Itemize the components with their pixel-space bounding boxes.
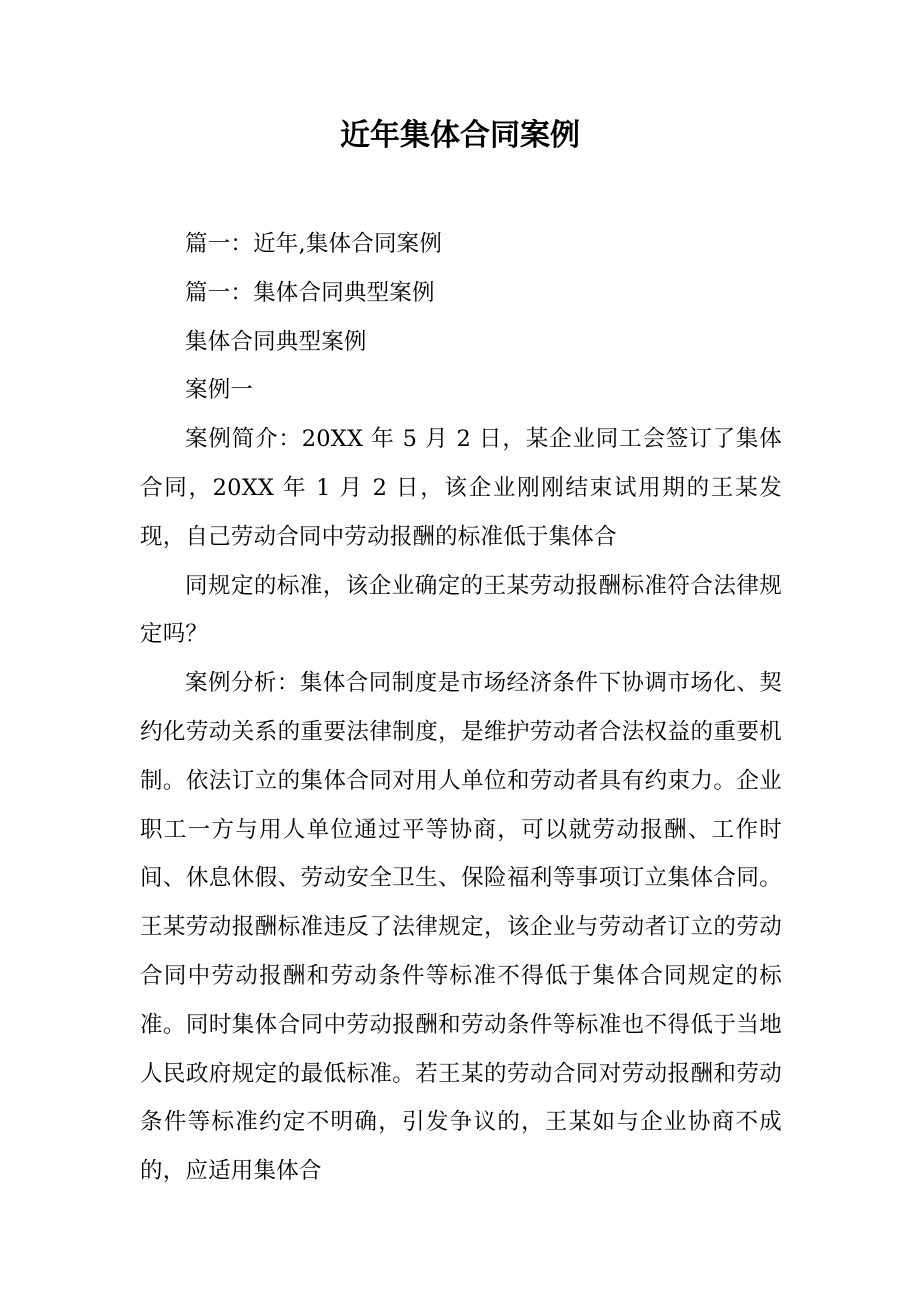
paragraph: 案例简介：20XX 年 5 月 2 日，某企业同工会签订了集体合同，20XX 年 1 月 2 日，该企业刚刚结束试用期的王某发现，自己劳动合同中劳动报酬的标准低于集体合 (140, 426, 782, 550)
document-title: 近年集体合同案例 (340, 118, 580, 153)
paragraph: 案例一 (185, 377, 254, 404)
paragraph: 篇一：集体合同典型案例 (185, 279, 435, 306)
paragraph: 篇一：近年,集体合同案例 (185, 231, 443, 257)
paragraph: 集体合同典型案例 (185, 328, 367, 355)
paragraph: 同规定的标准，该企业确定的王某劳动报酬标准符合法律规定吗？ (140, 572, 782, 648)
paragraph: 案例分析：集体合同制度是市场经济条件下协调市场化、契约化劳动关系的重要法律制度，是维护劳动者合法权益的重要机制。依法订立的集体合同对用人单位和劳动者具有约束力。企业职工一方与用人单位通过平等协商，可以就劳动报酬、工作时间、休息休假、劳动安全卫生、保险福利等事项订立集体合同。王某劳动报酬标准违反了法律规定，该企业与劳动者订立的劳动合同中劳动报酬和劳动条件等标准不得低于集体合同规定的标准。同时集体合同中劳动报酬和劳动条件等标准也不得低于当地人民政府规定的最低标准。若王某的劳动合同对劳动报酬和劳动条件等标准约定不明确，引发争议的，王某如与企业协商不成的，应适用集体合 (140, 670, 782, 1185)
document-body (140, 220, 782, 1196)
